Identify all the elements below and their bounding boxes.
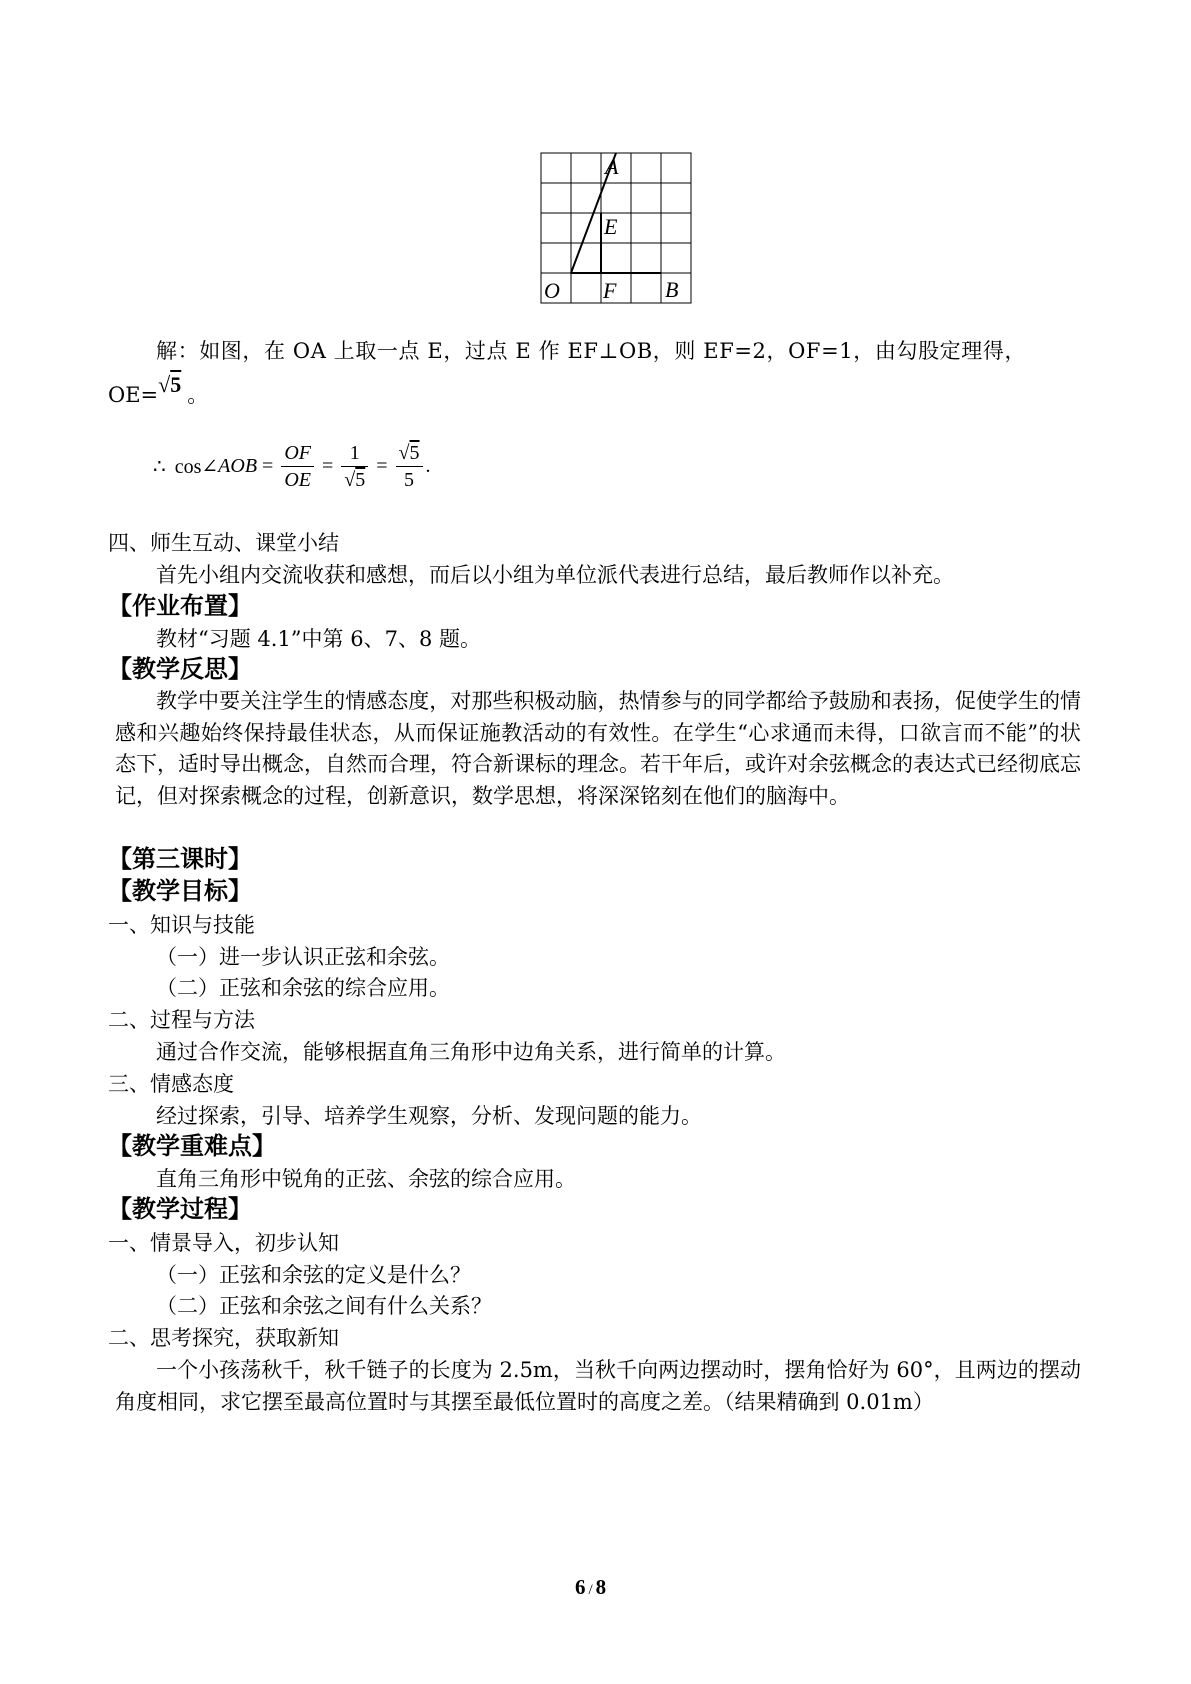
- cos-formula: [153, 440, 431, 493]
- solution-line-1: 解：如图，在 OA 上取一点 E，过点 E 作 EF⊥OB，则 EF=2，OF=1，由勾股定理得，: [156, 339, 1027, 363]
- period: .: [425, 455, 431, 477]
- equals-3: =: [376, 455, 388, 477]
- therefore-symbol: ∴: [153, 456, 166, 478]
- label-F: F: [603, 278, 617, 303]
- goal-emotion-title: 三、情感态度: [108, 1072, 234, 1096]
- process-step-1-title: 一、情景导入，初步认知: [108, 1231, 339, 1255]
- process-step-1-item-1: （一）正弦和余弦的定义是什么？: [156, 1263, 471, 1287]
- homework-body: 教材“习题 4.1”中第 6、7、8 题。: [156, 627, 481, 651]
- goal-process-body: 通过合作交流，能够根据直角三角形中边角关系，进行简单的计算。: [156, 1040, 786, 1064]
- oe-suffix: 。: [187, 383, 209, 407]
- label-O: O: [544, 278, 560, 303]
- goal-knowledge-title: 一、知识与技能: [108, 913, 255, 937]
- section-interaction-title: 四、师生互动、课堂小结: [108, 531, 339, 555]
- heading-goals: 【教学目标】: [108, 877, 252, 905]
- label-A: A: [605, 154, 619, 179]
- equals-2: =: [322, 455, 334, 477]
- grid-figure: [540, 152, 695, 307]
- label-E: E: [604, 214, 618, 239]
- heading-homework: 【作业布置】: [108, 592, 252, 620]
- process-step-2-title: 二、思考探究，获取新知: [108, 1326, 339, 1350]
- heading-key-points: 【教学重难点】: [108, 1132, 276, 1160]
- solution-line-2: [108, 372, 209, 411]
- key-points-body: 直角三角形中锐角的正弦、余弦的综合应用。: [156, 1167, 576, 1191]
- reflection-paragraph: 教学中要关注学生的情感态度，对那些积极动脑，热情参与的同学都给予鼓励和表扬，促使学生的情感和兴趣始终保持最佳状态，从而保证施教活动的有效性。在学生“心求通而未得，口欲言而不能”的状态下，适时导出概念，自然而合理，符合新课标的理念。若干年后，或许对余弦概念的表达式已经彻底忘记，但对探索概念的过程，创新意识，数学思想，将深深铭刻在他们的脑海中。: [115, 689, 1081, 808]
- cos-text: cos∠: [174, 456, 219, 478]
- heading-reflection: 【教学反思】: [108, 655, 252, 683]
- goal-knowledge-item-2: （二）正弦和余弦的综合应用。: [156, 976, 450, 1000]
- label-B: B: [665, 277, 679, 302]
- equals-1: =: [262, 455, 274, 477]
- goal-process-title: 二、过程与方法: [108, 1008, 255, 1032]
- grid-diagram: [540, 152, 695, 307]
- fraction-of-oe: $\frac{OF}{OE}$: [281, 440, 314, 493]
- swing-problem-paragraph: 一个小孩荡秋千，秋千链子的长度为 2.5m，当秋千向两边摆动时，摆角恰好为 60°，且两边的摆动角度相同，求它摆至最高位置时与其摆至最低位置时的高度之差。（结果精确到 0.01m）: [115, 1358, 1081, 1414]
- process-step-1-item-2: （二）正弦和余弦之间有什么关系？: [156, 1294, 492, 1318]
- interaction-body: 首先小组内交流收获和感想，而后以小组为单位派代表进行总结，最后教师作以补充。: [156, 563, 954, 587]
- sqrt-five: √5: [158, 372, 182, 397]
- goal-emotion-body: 经过探索，引导、培养学生观察，分析、发现问题的能力。: [156, 1104, 702, 1128]
- heading-third-lesson: 【第三课时】: [108, 845, 252, 873]
- page-sep: /: [588, 1582, 593, 1598]
- page-current: 6: [575, 1575, 586, 1599]
- oe-prefix: OE=: [108, 383, 159, 407]
- angle-name: AOB: [218, 455, 258, 477]
- goal-knowledge-item-1: （一）进一步认识正弦和余弦。: [156, 945, 450, 969]
- fraction-sqrt5-5: $\frac{√5}{5}$: [396, 440, 423, 493]
- page-number: [575, 1575, 606, 1600]
- page-total: 8: [595, 1575, 607, 1599]
- heading-process: 【教学过程】: [108, 1195, 252, 1223]
- fraction-1-sqrt5: $\frac{1}{√5}$: [341, 440, 368, 493]
